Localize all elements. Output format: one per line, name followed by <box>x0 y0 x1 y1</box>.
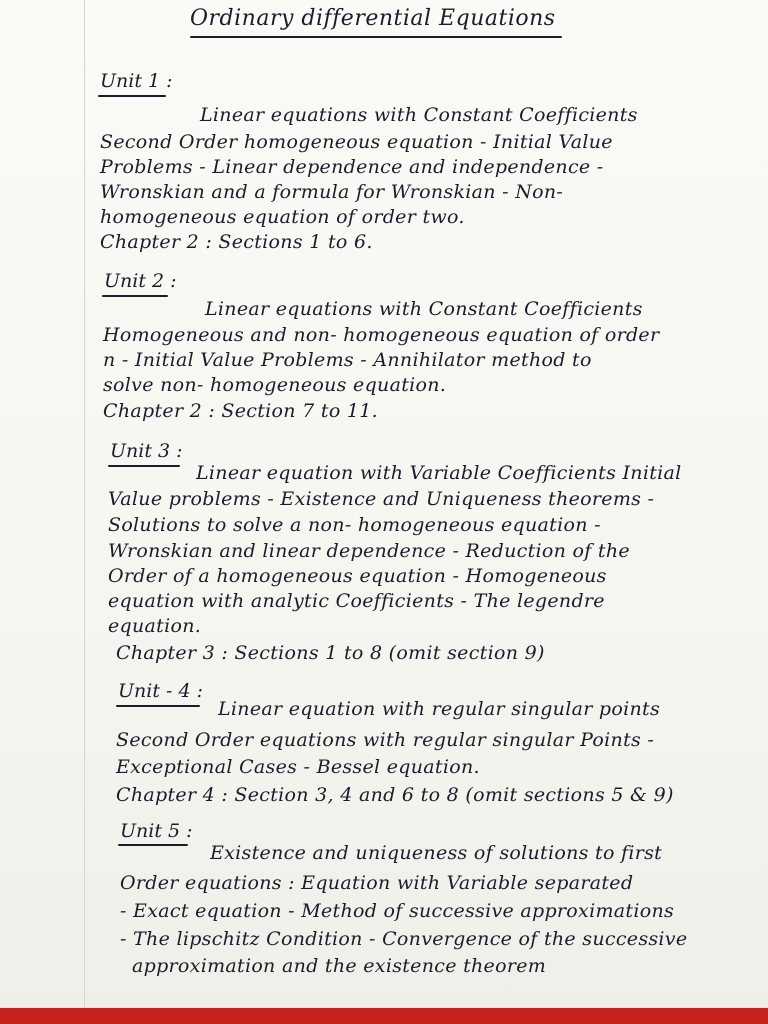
unit-3-underline <box>108 465 180 467</box>
unit-2-line-2: Homogeneous and non- homogeneous equation of order <box>103 324 660 346</box>
unit-1-line-1: Linear equations with Constant Coefficients <box>200 104 638 126</box>
unit-5-line-5: approximation and the existence theorem <box>132 955 547 977</box>
unit-4-line-2: Second Order equations with regular singular Points - <box>116 729 655 751</box>
unit-4-line-4: Chapter 4 : Section 3, 4 and 6 to 8 (omit sections 5 & 9) <box>116 784 674 806</box>
page-title: Ordinary differential Equations <box>190 6 556 31</box>
unit-1-line-3: Problems - Linear dependence and independence - <box>100 156 604 178</box>
page-margin-line <box>84 0 85 1008</box>
red-desk-edge <box>0 1008 768 1024</box>
unit-3-line-3: Solutions to solve a non- homogeneous equation - <box>108 514 601 536</box>
unit-5-line-4: - The lipschitz Condition - Convergence of the successive <box>120 928 688 950</box>
unit-2-underline <box>102 295 168 297</box>
unit-2-line-4: solve non- homogeneous equation. <box>103 374 447 396</box>
unit-4-line-3: Exceptional Cases - Bessel equation. <box>116 756 480 778</box>
unit-1-label: Unit 1 : <box>100 70 173 92</box>
unit-3-label: Unit 3 : <box>110 440 183 462</box>
unit-1-line-2: Second Order homogeneous equation - Initial Value <box>100 131 613 153</box>
unit-3-line-6: equation with analytic Coefficients - The legendre <box>108 590 605 612</box>
unit-1-line-6: Chapter 2 : Sections 1 to 6. <box>100 231 373 253</box>
unit-2-line-1: Linear equations with Constant Coefficients <box>205 298 643 320</box>
unit-5-underline <box>118 844 188 846</box>
unit-2-line-5: Chapter 2 : Section 7 to 11. <box>103 400 379 422</box>
title-underline <box>190 36 562 38</box>
unit-4-label: Unit - 4 : <box>118 680 203 702</box>
unit-5-line-2: Order equations : Equation with Variable separated <box>120 872 634 894</box>
unit-3-line-4: Wronskian and linear dependence - Reduction of the <box>108 540 630 562</box>
unit-5-line-1: Existence and uniqueness of solutions to first <box>210 842 663 864</box>
unit-3-line-8: Chapter 3 : Sections 1 to 8 (omit section 9) <box>116 642 545 664</box>
unit-3-line-7: equation. <box>108 615 202 637</box>
unit-3-line-2: Value problems - Existence and Uniqueness theorems - <box>108 488 655 510</box>
unit-3-line-1: Linear equation with Variable Coefficients Initial <box>196 462 682 484</box>
unit-2-label: Unit 2 : <box>104 270 177 292</box>
unit-4-line-1: Linear equation with regular singular points <box>218 698 661 720</box>
unit-1-line-5: homogeneous equation of order two. <box>100 206 465 228</box>
unit-4-underline <box>116 705 200 707</box>
unit-1-underline <box>98 95 166 97</box>
unit-1-line-4: Wronskian and a formula for Wronskian - Non- <box>100 181 564 203</box>
unit-2-line-3: n - Initial Value Problems - Annihilator method to <box>103 349 592 371</box>
unit-3-line-5: Order of a homogeneous equation - Homogeneous <box>108 565 607 587</box>
unit-5-label: Unit 5 : <box>120 820 193 842</box>
unit-5-line-3: - Exact equation - Method of successive approximations <box>120 900 675 922</box>
